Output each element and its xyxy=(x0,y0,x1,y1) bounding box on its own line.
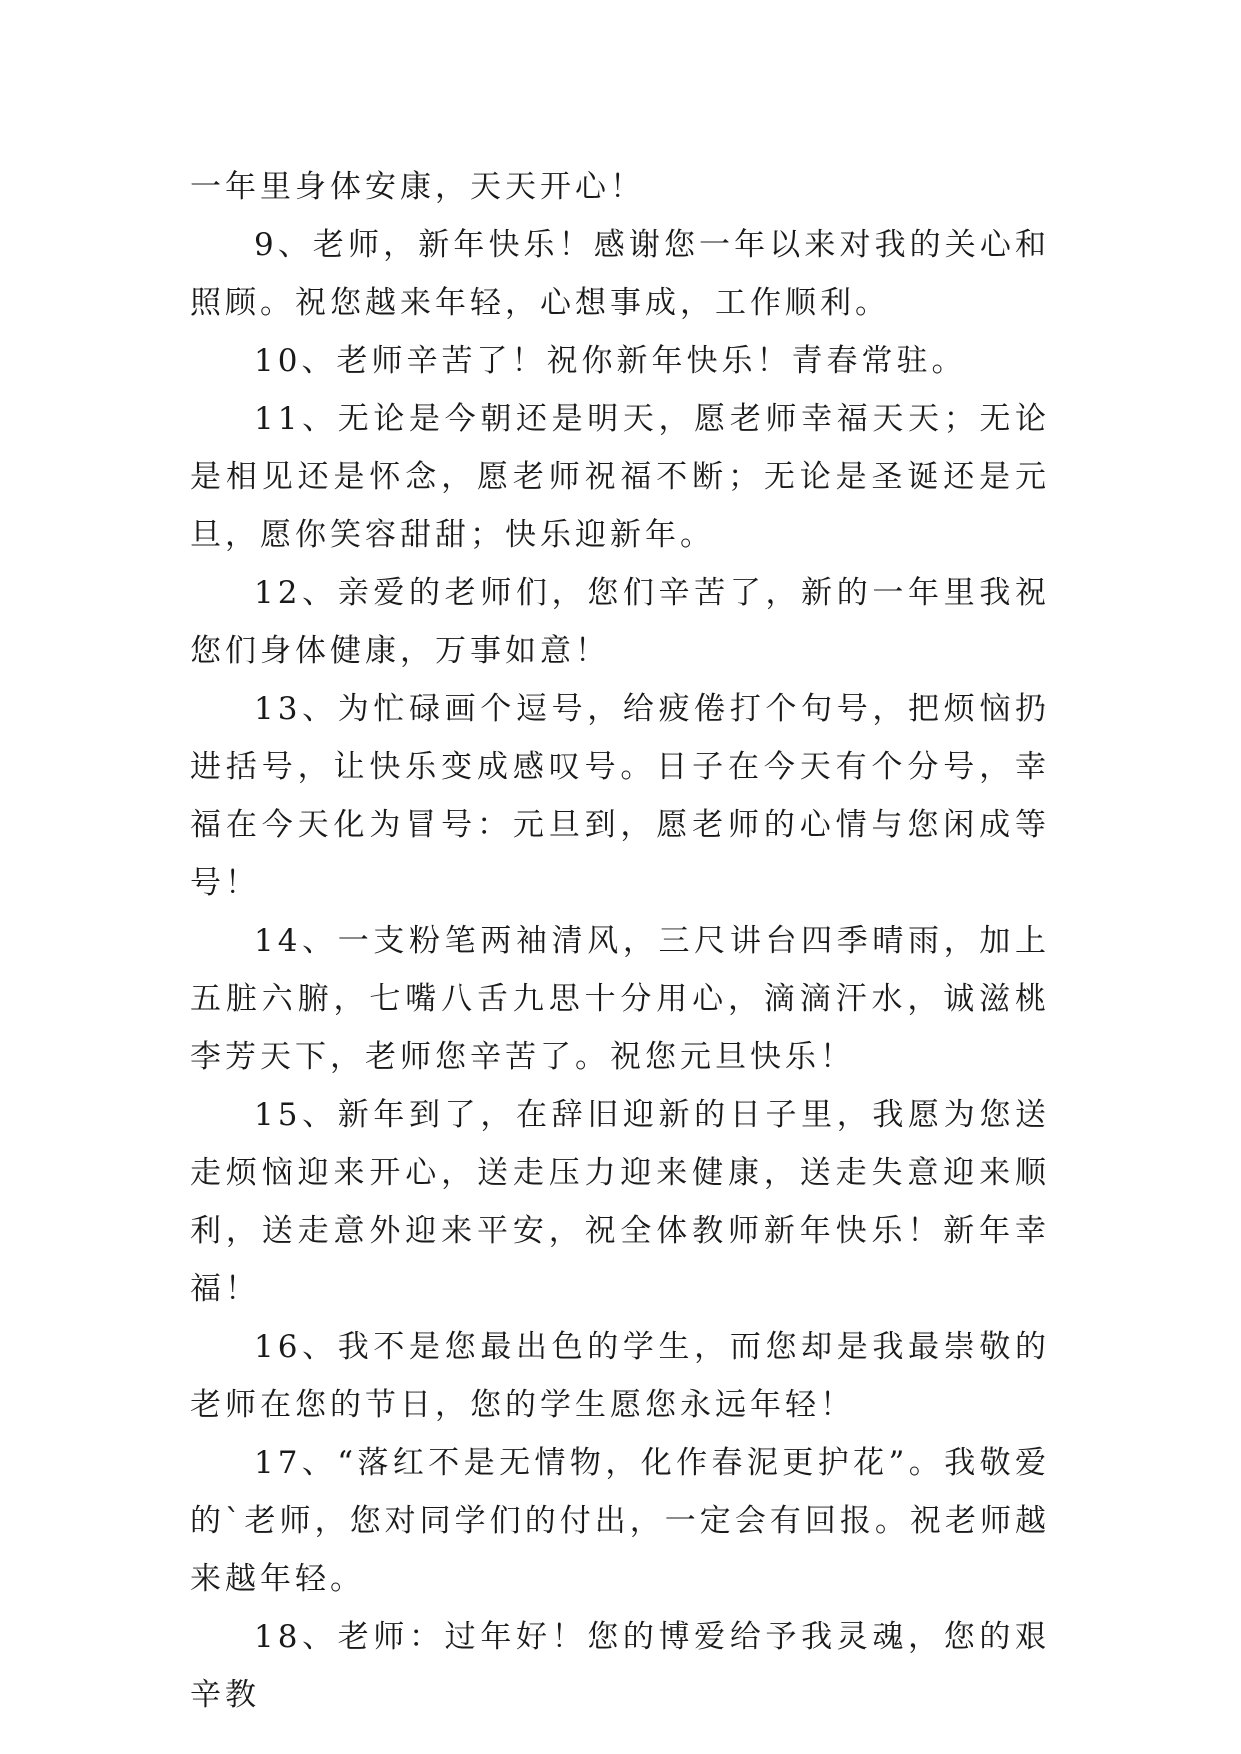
paragraph-item-16: 16、我不是您最出色的学生，而您却是我最崇敬的老师在您的节日，您的学生愿您永远年轻！ xyxy=(190,1329,1050,1423)
paragraph-item-15: 15、新年到了，在辞旧迎新的日子里，我愿为您送走烦恼迎来开心，送走压力迎来健康，送走失意迎来顺利，送走意外迎来平安，祝全体教师新年快乐！新年幸福！ xyxy=(190,1097,1050,1307)
paragraph-item-12: 12、亲爱的老师们，您们辛苦了，新的一年里我祝您们身体健康，万事如意！ xyxy=(190,575,1050,669)
document-body xyxy=(190,158,1050,1724)
paragraph-item-17: 17、“落红不是无情物，化作春泥更护花”。我敬爱的`老师，您对同学们的付出，一定会有回报。祝老师越来越年轻。 xyxy=(190,1445,1050,1597)
paragraph-item-10: 10、老师辛苦了！祝你新年快乐！青春常驻。 xyxy=(254,343,967,379)
paragraph-continuation: 一年里身体安康，天天开心！ xyxy=(190,169,645,205)
paragraph-item-11: 11、无论是今朝还是明天，愿老师幸福天天；无论是相见还是怀念，愿老师祝福不断；无论是圣诞还是元旦，愿你笑容甜甜；快乐迎新年。 xyxy=(190,401,1050,553)
paragraph-item-13: 13、为忙碌画个逗号，给疲倦打个句号，把烦恼扔进括号，让快乐变成感叹号。日子在今天有个分号，幸福在今天化为冒号：元旦到，愿老师的心情与您闲成等号！ xyxy=(190,691,1050,901)
paragraph-item-14: 14、一支粉笔两袖清风，三尺讲台四季晴雨，加上五脏六腑，七嘴八舌九思十分用心，滴滴汗水，诚滋桃李芳天下，老师您辛苦了。祝您元旦快乐！ xyxy=(190,923,1050,1075)
paragraph-item-18: 18、老师：过年好！您的博爱给予我灵魂，您的艰辛教 xyxy=(190,1619,1050,1713)
paragraph-item-9: 9、老师，新年快乐！感谢您一年以来对我的关心和照顾。祝您越来年轻，心想事成，工作顺利。 xyxy=(190,227,1050,321)
